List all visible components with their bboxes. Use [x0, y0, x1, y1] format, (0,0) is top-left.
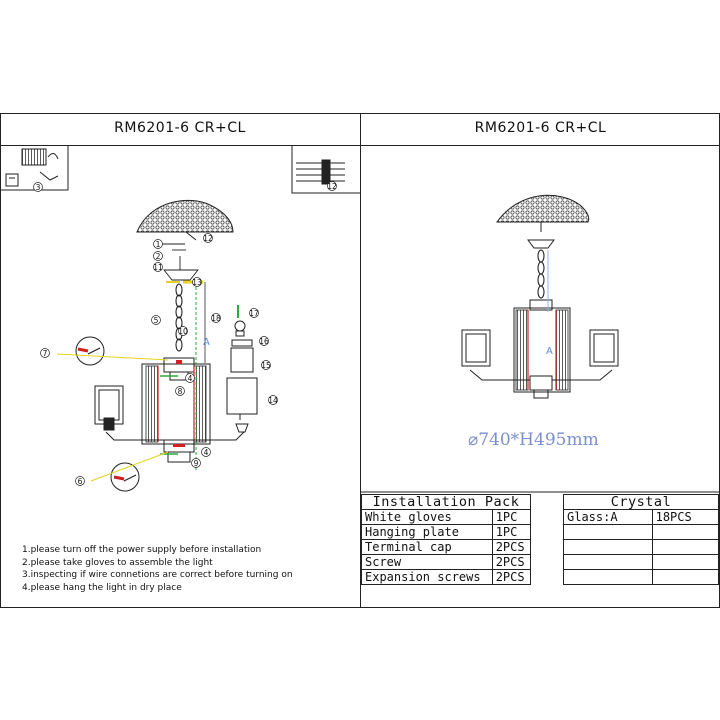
callout-16: [259, 337, 269, 347]
right-cage: [514, 300, 570, 398]
table-row: [362, 570, 531, 585]
callout-1: [154, 240, 163, 250]
pack-item: Hanging plate: [362, 525, 493, 540]
callout-13-text: 13: [192, 278, 202, 287]
table-row: [564, 570, 719, 585]
callout-10: [178, 327, 188, 337]
callout-18: [211, 314, 221, 324]
callout-7: [41, 349, 50, 359]
callout-3: [34, 183, 43, 193]
right-chain: [538, 250, 544, 298]
callout-12b: [327, 182, 337, 192]
pack-item: Expansion screws: [362, 570, 493, 585]
callout-1-text: 1: [155, 240, 161, 249]
callout-14-text: 14: [268, 396, 278, 405]
crystal-qty: [652, 540, 718, 555]
arrow-letter-right: A: [546, 346, 553, 357]
callout-16-text: 16: [259, 337, 269, 346]
table-row: [564, 525, 719, 540]
callout-9-text: 9: [193, 459, 199, 468]
crystal-item: [564, 555, 653, 570]
callout-2: [154, 252, 163, 262]
right-hardware: [528, 222, 554, 248]
dimension-label: ⌀740*H495mm: [468, 430, 599, 450]
crystal-qty: [652, 570, 718, 585]
callout-15: [261, 361, 271, 371]
installation-pack-table: [361, 494, 531, 585]
crystal-qty: [652, 525, 718, 540]
callout-markers: [0, 0, 360, 610]
callout-6-text: 6: [77, 477, 83, 486]
callout-10-text: 10: [178, 327, 188, 336]
table-row: [362, 540, 531, 555]
pack-qty: 1PC: [492, 510, 530, 525]
callout-5-text: 5: [153, 316, 159, 325]
callout-3-text: 3: [35, 183, 41, 192]
callout-11-text: 11: [153, 263, 163, 272]
callout-13: [192, 278, 202, 288]
callout-12b-text: 12: [327, 182, 337, 191]
note-1: 1.please turn off the power supply before installation: [22, 545, 262, 555]
note-3: 3.inspecting if wire connetions are correct before turning on: [22, 570, 293, 581]
table-row: [362, 510, 531, 525]
callout-4a: [186, 374, 195, 384]
callout-12a-text: 12: [203, 234, 213, 243]
crystal-qty: [652, 555, 718, 570]
pack-qty: 2PCS: [492, 555, 530, 570]
crystal-header: Crystal: [564, 495, 719, 510]
crystal-qty: 18PCS: [652, 510, 718, 525]
pack-item: Terminal cap: [362, 540, 493, 555]
callout-17: [249, 309, 259, 319]
right-arms: [462, 330, 618, 380]
note-4: 4.please hang the light in dry place: [22, 582, 182, 593]
callout-9: [192, 459, 201, 469]
callout-5: [152, 316, 161, 326]
crystal-table: [563, 494, 719, 585]
table-row: [564, 510, 719, 525]
installation-pack-header: Installation Pack: [362, 495, 531, 510]
callout-4a-text: 4: [187, 374, 193, 383]
callout-18-text: 18: [211, 314, 221, 323]
table-row: [362, 525, 531, 540]
right-panel-title: RM6201-6 CR+CL: [474, 120, 607, 136]
installation-notes: [22, 544, 357, 594]
table-row: [564, 555, 719, 570]
callout-11: [153, 263, 163, 273]
callout-12a: [203, 234, 213, 244]
arrow-letter-left: A: [203, 337, 210, 348]
pack-qty: 2PCS: [492, 540, 530, 555]
callout-6: [76, 477, 85, 487]
crystal-item: [564, 570, 653, 585]
crystal-item: [564, 525, 653, 540]
callout-15-text: 15: [261, 361, 271, 370]
pack-item: White gloves: [362, 510, 493, 525]
table-row: [362, 555, 531, 570]
ceiling-canopy-right: [497, 195, 589, 222]
callout-8: [176, 387, 185, 397]
callout-7-text: 7: [42, 349, 48, 358]
table-row: [564, 540, 719, 555]
callout-8-text: 8: [177, 387, 183, 396]
callout-17-text: 17: [249, 309, 259, 318]
crystal-item: Glass:A: [564, 510, 653, 525]
callout-4b: [202, 448, 211, 458]
callout-14: [268, 396, 278, 406]
note-2: 2.please take gloves to assemble the light: [22, 557, 213, 568]
pack-item: Screw: [362, 555, 493, 570]
callout-2-text: 2: [155, 252, 161, 261]
pack-qty: 2PCS: [492, 570, 530, 585]
callout-4b-text: 4: [203, 448, 209, 457]
pack-qty: 1PC: [492, 525, 530, 540]
left-panel-title: RM6201-6 CR+CL: [114, 120, 246, 136]
crystal-item: [564, 540, 653, 555]
